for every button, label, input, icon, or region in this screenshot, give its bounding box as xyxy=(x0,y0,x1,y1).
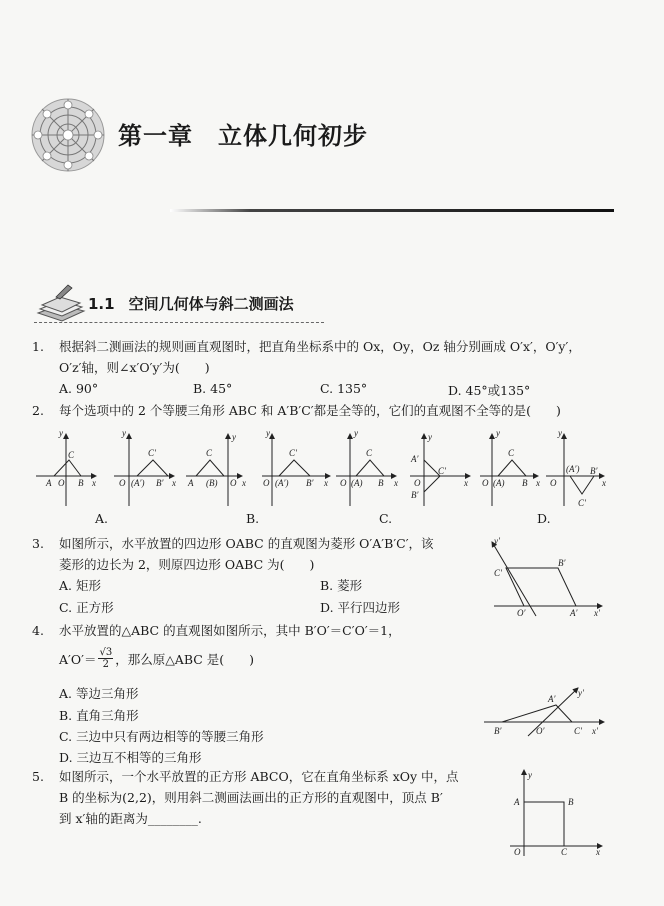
fig-label: C′ xyxy=(438,466,446,476)
q1-option-b[interactable]: B. 45° xyxy=(193,381,233,396)
fig-label: A′ xyxy=(570,608,578,618)
fig-label: A′ xyxy=(548,694,556,704)
fig-label: C′ xyxy=(578,498,586,508)
fig-label: C xyxy=(206,448,213,458)
q4-option-c[interactable]: C. 三边中只有两边相等的等腰三角形 xyxy=(59,729,264,744)
fig-label: B xyxy=(78,478,84,488)
q3-option-b[interactable]: B. 菱形 xyxy=(320,578,363,593)
fig-label: B xyxy=(568,797,574,807)
question-text: 菱形的边长为 2，则原四边形 OABC 为( ) xyxy=(59,557,315,572)
fig-label: x xyxy=(536,478,540,488)
question-number: 4. xyxy=(32,623,44,638)
question-text: 如图所示，水平放置的四边形 OABC 的直观图为菱形 O′A′B′C′，该 xyxy=(59,536,434,551)
fig-label: x′ xyxy=(592,726,598,736)
question-text: B 的坐标为(2,2)，则用斜二测画法画出的正方形的直观图中，顶点 B′ xyxy=(59,790,443,805)
fig-label: y′ xyxy=(494,536,500,546)
fig-label: (A) xyxy=(493,478,505,488)
question-3 xyxy=(32,533,482,575)
fig-label: x xyxy=(602,478,606,488)
fig-label: (A′) xyxy=(131,478,145,488)
question-number: 5. xyxy=(32,769,44,784)
fig-label: C xyxy=(68,450,75,460)
fig-label: C xyxy=(366,448,373,458)
fig-label: O xyxy=(263,478,270,488)
fig-label: x xyxy=(92,478,96,488)
book-icon xyxy=(36,283,86,323)
question-text: 如图所示，一个水平放置的正方形 ABCO，它在直角坐标系 xOy 中，点 xyxy=(59,769,459,784)
q1-option-c[interactable]: C. 135° xyxy=(320,381,368,396)
section-title: 空间几何体与斜二测画法 xyxy=(128,295,294,313)
chapter-ornament-icon xyxy=(30,97,106,173)
q2-figures xyxy=(34,426,614,514)
fig-label: C′ xyxy=(148,448,156,458)
q2-option-c[interactable]: C. xyxy=(379,511,393,526)
fig-label: C′ xyxy=(574,726,582,736)
q3-option-a[interactable]: A. 矩形 xyxy=(59,578,101,593)
fig-label: O′ xyxy=(517,608,526,618)
q4-option-d[interactable]: D. 三边互不相等的三角形 xyxy=(59,750,202,765)
fig-label: (B) xyxy=(206,478,218,488)
question-2 xyxy=(32,400,652,421)
fig-label: x′ xyxy=(594,608,600,618)
fig-label: y′ xyxy=(578,688,584,698)
q2-option-a[interactable]: A. xyxy=(95,511,109,526)
question-text: ，那么原△ABC 是( ) xyxy=(115,651,255,667)
fig-label: B xyxy=(378,478,384,488)
fig-label: O xyxy=(119,478,126,488)
fig-label: B′ xyxy=(494,726,502,736)
fig-label: y xyxy=(122,428,126,438)
fig-label: C′ xyxy=(289,448,297,458)
fig-label: y xyxy=(232,432,236,442)
fig-label: B′ xyxy=(156,478,164,488)
question-4 xyxy=(32,620,502,641)
fig-label: O xyxy=(414,478,421,488)
fig-label: x xyxy=(394,478,398,488)
q4-figure xyxy=(480,684,610,742)
q1-option-a[interactable]: A. 90° xyxy=(59,381,99,396)
fig-label: (A′) xyxy=(275,478,289,488)
fig-label: x xyxy=(596,847,600,857)
fig-label: y xyxy=(354,428,358,438)
fig-label: y xyxy=(558,428,562,438)
fig-label: B′ xyxy=(558,558,566,568)
question-text: 到 x′轴的距离为________. xyxy=(59,811,202,826)
q4-option-b[interactable]: B. 直角三角形 xyxy=(59,708,139,723)
question-number: 1. xyxy=(32,339,44,354)
question-text: 每个选项中的 2 个等腰三角形 ABC 和 A′B′C′都是全等的，它们的直观图不全等的是( ) xyxy=(59,403,561,418)
fig-label: O xyxy=(230,478,237,488)
fraction-numerator: √3 xyxy=(99,647,113,658)
question-4-line2 xyxy=(59,647,254,670)
q3-option-c[interactable]: C. 正方形 xyxy=(59,600,114,615)
q2-option-b[interactable]: B. xyxy=(246,511,260,526)
fig-label: x xyxy=(172,478,176,488)
section-heading xyxy=(88,293,294,314)
fig-label: x xyxy=(324,478,328,488)
q5-figure xyxy=(506,766,606,858)
fig-label: B xyxy=(522,478,528,488)
question-text: 水平放置的△ABC 的直观图如图所示，其中 B′O′＝C′O′＝1， xyxy=(59,623,401,638)
fig-label: C xyxy=(508,448,515,458)
fig-label: B′ xyxy=(411,490,419,500)
fig-label: (A) xyxy=(351,478,363,488)
fig-label: C′ xyxy=(494,568,502,578)
chapter-rule xyxy=(170,209,614,212)
fig-label: O xyxy=(58,478,65,488)
q4-option-a[interactable]: A. 等边三角形 xyxy=(59,686,139,701)
fig-label: y xyxy=(59,428,63,438)
fig-label: O xyxy=(550,478,557,488)
fig-label: C xyxy=(561,847,568,857)
question-5 xyxy=(32,766,492,829)
fig-label: A xyxy=(188,478,194,488)
question-number: 2. xyxy=(32,403,44,418)
question-text: A′O′＝ xyxy=(59,651,97,667)
fig-label: O xyxy=(514,847,521,857)
fig-label: B′ xyxy=(590,466,598,476)
fig-label: y xyxy=(266,428,270,438)
fig-label: y xyxy=(496,428,500,438)
section-number: 1.1 xyxy=(88,295,115,313)
fig-label: (A′) xyxy=(566,464,580,474)
fig-label: A xyxy=(514,797,520,807)
fraction xyxy=(98,647,113,670)
fraction-denominator: 2 xyxy=(102,659,109,670)
question-1 xyxy=(32,336,632,378)
q1-option-d[interactable]: D. 45°或135° xyxy=(448,383,531,398)
q3-option-d[interactable]: D. 平行四边形 xyxy=(320,600,401,615)
question-text: O′z′轴，则∠x′O′y′为( ) xyxy=(59,360,210,375)
fig-label: O′ xyxy=(536,726,545,736)
fig-label: A xyxy=(46,478,52,488)
q3-figure xyxy=(484,536,609,618)
q2-option-d[interactable]: D. xyxy=(537,511,551,526)
fig-label: x xyxy=(464,478,468,488)
chapter-title: 第一章 立体几何初步 xyxy=(118,122,368,150)
question-text: 根据斜二测画法的规则画直观图时，把直角坐标系中的 Ox，Oy，Oz 轴分别画成 O′x′，O′y′， xyxy=(59,339,581,354)
section-rule xyxy=(34,321,324,323)
question-number: 3. xyxy=(32,536,44,551)
fig-label: A′ xyxy=(411,454,419,464)
fig-label: B′ xyxy=(306,478,314,488)
fig-label: O xyxy=(340,478,347,488)
fig-label: y xyxy=(528,770,532,780)
fig-label: x xyxy=(242,478,246,488)
fig-label: y xyxy=(428,432,432,442)
fig-label: O xyxy=(482,478,489,488)
